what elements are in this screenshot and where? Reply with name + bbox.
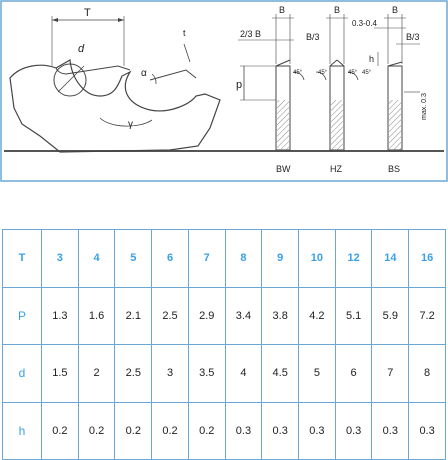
label-h: h: [369, 54, 375, 64]
table-cell: 0.2: [115, 402, 152, 460]
label-45-bw: 45°: [293, 70, 303, 76]
label-d: d: [78, 43, 85, 55]
label-two-thirds-B: 2/3 B: [240, 29, 262, 39]
table-cell: 8: [409, 345, 446, 403]
row-label: P: [3, 287, 42, 345]
table-cell: 7.2: [409, 287, 446, 345]
table-row-t: [3, 230, 446, 288]
tooth-edge: [56, 66, 130, 74]
pitch-header-cell: 4: [78, 230, 115, 288]
label-45-hz-left: 45°: [318, 70, 328, 76]
row-label: h: [3, 402, 42, 460]
label-HZ: HZ: [330, 164, 342, 174]
table-cell: 2.1: [115, 287, 152, 345]
table-cell: 0.3: [335, 402, 372, 460]
dimension-table-wrap: [2, 229, 446, 460]
table-cell: 1.5: [42, 345, 79, 403]
table-cell: 2.5: [152, 287, 189, 345]
table-row-h: [3, 402, 446, 460]
table-row-p: [3, 287, 446, 345]
table-cell: 2.9: [188, 287, 225, 345]
table-cell: 0.3: [372, 402, 409, 460]
label-B-BS: B: [392, 5, 399, 15]
table-cell: 3.5: [188, 345, 225, 403]
label-alpha: α: [141, 68, 147, 79]
table-cell: 5: [299, 345, 336, 403]
row-label: T: [3, 230, 42, 288]
table-cell: 0.3: [262, 402, 299, 460]
arrow-icon: [52, 18, 58, 22]
label-45-hz-right: 45°: [348, 70, 358, 76]
gamma-arc: [100, 118, 152, 126]
table-cell: 1.3: [42, 287, 79, 345]
table-cell: 0.3: [409, 402, 446, 460]
table-cell: 0.3: [225, 402, 262, 460]
table-cell: 3.4: [225, 287, 262, 345]
label-max: max. 0.3: [421, 93, 428, 120]
table-cell: 0.2: [78, 402, 115, 460]
label-t: t: [183, 28, 186, 38]
table-cell: 0.2: [152, 402, 189, 460]
label-BW: BW: [276, 164, 291, 174]
table-row-d: [3, 345, 446, 403]
label-gamma: γ: [128, 119, 133, 130]
saw-tooth-diagram: [0, 0, 448, 182]
table-cell: 4: [225, 345, 262, 403]
label-range: 0.3-0.4: [352, 19, 377, 28]
label-B-HZ: B: [334, 5, 341, 15]
table-cell: 0.2: [42, 402, 79, 460]
tooth-edge-2: [150, 70, 196, 80]
table-cell: 1.6: [78, 287, 115, 345]
table-cell: 6: [335, 345, 372, 403]
pitch-header-cell: 8: [225, 230, 262, 288]
table-cell: 5.1: [335, 287, 372, 345]
diameter-line: [58, 66, 84, 92]
dimension-table: [2, 229, 446, 460]
table-cell: 4.5: [262, 345, 299, 403]
label-b-third-bs: B/3: [406, 32, 420, 42]
pitch-header-cell: 3: [42, 230, 79, 288]
pitch-header-cell: 7: [188, 230, 225, 288]
table-cell: 4.2: [299, 287, 336, 345]
dim-t: [184, 44, 190, 62]
label-p: p: [236, 79, 243, 91]
tooth-HZ: [316, 14, 358, 150]
table-cell: 2: [78, 345, 115, 403]
label-45-bs: 45°: [362, 70, 372, 76]
row-label: d: [3, 345, 42, 403]
table-cell: 7: [372, 345, 409, 403]
saw-blade-profile: [10, 60, 220, 152]
label-B-BW: B: [279, 5, 286, 15]
pitch-header-cell: 9: [262, 230, 299, 288]
label-T: T: [84, 7, 91, 19]
label-BS: BS: [388, 164, 401, 174]
pitch-header-cell: 6: [152, 230, 189, 288]
pitch-header-cell: 16: [409, 230, 446, 288]
pitch-header-cell: 14: [372, 230, 409, 288]
table-cell: 0.2: [188, 402, 225, 460]
table-cell: 3: [152, 345, 189, 403]
pitch-header-cell: 5: [115, 230, 152, 288]
label-b-third-hz: B/3: [306, 32, 320, 42]
table-cell: 0.3: [299, 402, 336, 460]
table-cell: 2.5: [115, 345, 152, 403]
table-cell: 5.9: [372, 287, 409, 345]
table-cell: 3.8: [262, 287, 299, 345]
pitch-header-cell: 12: [335, 230, 372, 288]
pitch-header-cell: 10: [299, 230, 336, 288]
arrow-icon: [118, 18, 124, 22]
